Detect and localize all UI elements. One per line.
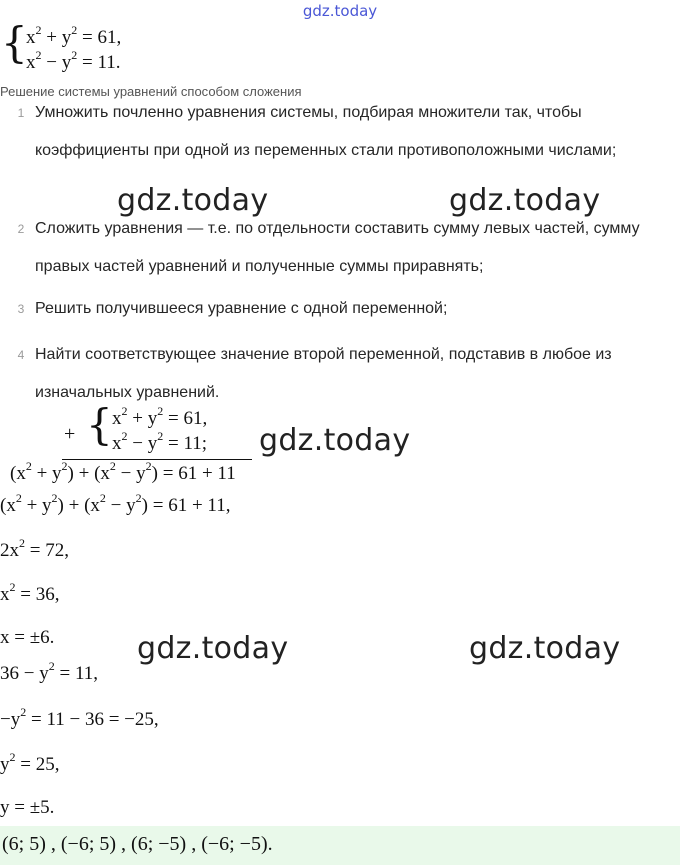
step-number: 4 bbox=[17, 348, 25, 362]
addition-eq2-value: 11; bbox=[183, 433, 208, 454]
system-eq1-value: 61, bbox=[97, 27, 122, 48]
solution-line-8: y = ±5. bbox=[0, 797, 55, 818]
step-text: Найти соответствующее значение второй переменной, подставив в любое из изначальных уравнений. bbox=[35, 346, 612, 401]
plus-sign: + bbox=[64, 423, 76, 445]
fraction-bar bbox=[62, 459, 252, 460]
watermark: gdz.today bbox=[137, 631, 289, 666]
cut-off-heading: Решение системы уравнений способом сложения bbox=[0, 84, 302, 99]
addition-eq1: $x^2 + y^2 = 61$, bbox=[112, 403, 208, 429]
addition-sum-value: 61 + 11 bbox=[178, 463, 236, 484]
solution-line-4: x = ±6. bbox=[0, 627, 55, 648]
line-6-value: 11 − 36 = −25, bbox=[46, 709, 159, 730]
addition-sum: $(x^2 + y^2) + (x^2 - y^2) = 61 + 11$ bbox=[10, 458, 236, 484]
step-text: Умножить почленно уравнения системы, подбирая множители так, чтобы коэффициенты при одной из переменных стали противоположными числами; bbox=[35, 104, 617, 159]
watermark: gdz.today bbox=[259, 423, 411, 458]
line-3-value: 36, bbox=[35, 584, 60, 605]
watermark-top: gdz.today bbox=[302, 2, 378, 20]
system-eq1: $x^2 + y^2 = 61$, bbox=[26, 22, 122, 48]
addition-eq2: $x^2 - y^2 = 11$; bbox=[112, 428, 208, 454]
line-1-value: 61 + 11, bbox=[168, 495, 231, 516]
line-8-value: ±5. bbox=[29, 797, 55, 818]
line-7-value: 25, bbox=[35, 754, 60, 775]
addition-eq1-value: 61, bbox=[183, 408, 208, 429]
line-4-value: ±6. bbox=[29, 627, 55, 648]
step-text: Сложить уравнения — т.е. по отдельности составить сумму левых частей, сумму правых частей уравнений и полученные суммы приравнять; bbox=[35, 220, 640, 275]
line-5-value: 11, bbox=[74, 663, 98, 684]
answer-text: (6; 5) , (−6; 5) , (6; −5) , (−6; −5). bbox=[2, 833, 273, 855]
system-brace: { bbox=[1, 18, 28, 67]
addition-brace: { bbox=[86, 400, 113, 449]
watermark: gdz.today bbox=[469, 631, 621, 666]
solution-line-6: $-y^2 = 11 - 36 = -25$, bbox=[0, 704, 159, 730]
line-2-value: 72, bbox=[45, 540, 69, 561]
solution-line-7: $y^2 = 25$, bbox=[0, 749, 60, 775]
solution-line-3: $x^2 = 36$, bbox=[0, 579, 60, 605]
solution-line-2: $2x^2 = 72$, bbox=[0, 535, 69, 561]
solution-line-5: $36 - y^2 = 11$, bbox=[0, 658, 98, 684]
system-eq2-value: 11. bbox=[97, 52, 121, 73]
watermark: gdz.today bbox=[117, 183, 269, 218]
step-number: 2 bbox=[17, 222, 25, 236]
answer-box bbox=[0, 826, 680, 865]
system-eq2: $x^2 - y^2 = 11$. bbox=[26, 47, 121, 73]
watermark: gdz.today bbox=[449, 183, 601, 218]
step-number: 1 bbox=[17, 106, 25, 120]
solution-line-1: $(x^2 + y^2) + (x^2 - y^2) = 61 + 11$, bbox=[0, 490, 231, 516]
step-text: Решить получившееся уравнение с одной переменной; bbox=[35, 300, 448, 317]
step-number: 3 bbox=[17, 302, 25, 316]
